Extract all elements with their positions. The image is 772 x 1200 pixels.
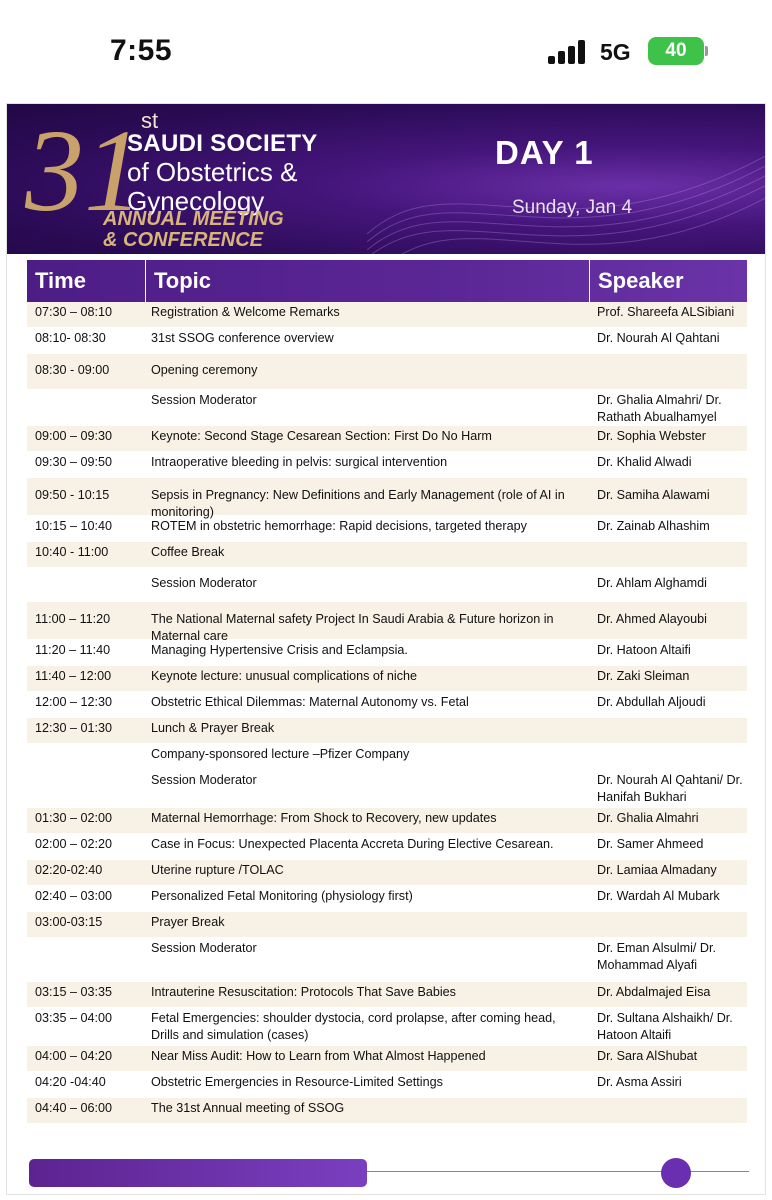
day-date: Sunday, Jan 4 bbox=[512, 197, 633, 218]
row-speaker: Dr. Sophia Webster bbox=[597, 429, 706, 443]
table-row bbox=[27, 328, 747, 354]
row-time bbox=[35, 938, 147, 940]
row-speaker bbox=[597, 718, 747, 720]
row-topic: Case in Focus: Unexpected Placenta Accreta During Elective Cesarean. bbox=[151, 837, 554, 851]
row-speaker: Dr. Abdalmajed Eisa bbox=[597, 985, 711, 999]
table-row bbox=[27, 938, 747, 982]
row-speaker bbox=[597, 1098, 747, 1100]
meeting-line-1: ANNUAL MEETING bbox=[103, 208, 284, 230]
table-row bbox=[27, 640, 747, 666]
row-speaker: Dr. Khalid Alwadi bbox=[597, 455, 692, 469]
table-row bbox=[27, 602, 747, 643]
table-row bbox=[27, 808, 747, 834]
meeting-line-2: & CONFERENCE bbox=[103, 229, 264, 251]
row-topic: Fetal Emergencies: shoulder dystocia, cord prolapse, after coming head, Drills and simulation (cases) bbox=[151, 1011, 556, 1042]
row-topic: Sepsis in Pregnancy: New Definitions and Early Management (role of AI in monitoring) bbox=[151, 488, 565, 519]
row-topic: Near Miss Audit: How to Learn from What Almost Happened bbox=[151, 1049, 486, 1063]
status-time: 7:55 bbox=[110, 34, 173, 67]
header-time: Time bbox=[35, 268, 86, 293]
row-time bbox=[35, 568, 147, 575]
table-row bbox=[27, 744, 747, 770]
row-time: 08:30 - 09:00 bbox=[35, 363, 110, 377]
row-speaker: Dr. Asma Assiri bbox=[597, 1075, 682, 1089]
society-line-2: of Obstetrics & bbox=[127, 157, 298, 187]
row-topic: Intraoperative bleeding in pelvis: surgical intervention bbox=[151, 455, 448, 469]
battery-level: 40 bbox=[665, 40, 687, 61]
row-time: 09:50 - 10:15 bbox=[35, 488, 110, 502]
row-time: 03:15 – 03:35 bbox=[35, 985, 113, 999]
header-speaker: Speaker bbox=[589, 260, 747, 302]
row-time: 03:00-03:15 bbox=[35, 915, 103, 929]
row-time bbox=[35, 744, 147, 746]
table-row bbox=[27, 886, 747, 912]
horizontal-scrollbar[interactable] bbox=[29, 1159, 749, 1185]
row-time: 02:20-02:40 bbox=[35, 863, 103, 877]
row-speaker: Dr. Eman Alsulmi/ Dr. Mohammad Alyafi bbox=[597, 941, 716, 972]
header-topic: Topic bbox=[145, 260, 589, 302]
row-speaker: Dr. Nourah Al Qahtani bbox=[597, 331, 720, 345]
row-speaker: Dr. Wardah Al Mubark bbox=[597, 889, 720, 903]
table-row bbox=[27, 1072, 747, 1098]
row-topic: 31st SSOG conference overview bbox=[151, 331, 334, 345]
table-row bbox=[27, 982, 747, 1008]
row-speaker: Dr. Zainab Alhashim bbox=[597, 519, 710, 533]
table-row bbox=[27, 302, 747, 328]
row-topic: Keynote: Second Stage Cesarean Section: First Do No Harm bbox=[151, 429, 492, 443]
row-time: 10:15 – 10:40 bbox=[35, 519, 113, 533]
network-type: 5G bbox=[600, 39, 631, 65]
row-speaker: Dr. Zaki Sleiman bbox=[597, 669, 690, 683]
row-time: 12:30 – 01:30 bbox=[35, 721, 113, 735]
row-time: 12:00 – 12:30 bbox=[35, 695, 113, 709]
row-speaker: Dr. Hatoon Altaifi bbox=[597, 643, 691, 657]
battery-icon bbox=[648, 37, 704, 65]
row-time: 04:40 – 06:00 bbox=[35, 1101, 113, 1115]
agenda-document[interactable] bbox=[6, 103, 766, 1195]
row-topic: Intrauterine Resuscitation: Protocols That Save Babies bbox=[151, 985, 456, 999]
row-time: 04:00 – 04:20 bbox=[35, 1049, 113, 1063]
conference-banner bbox=[7, 104, 766, 254]
row-speaker: Dr. Ahmed Alayoubi bbox=[597, 612, 707, 626]
row-speaker: Dr. Samiha Alawami bbox=[597, 488, 710, 502]
row-topic: Uterine rupture /TOLAC bbox=[151, 863, 284, 877]
table-row bbox=[27, 452, 747, 478]
row-topic: The 31st Annual meeting of SSOG bbox=[151, 1101, 345, 1115]
row-topic: Keynote lecture: unusual complications of niche bbox=[151, 669, 418, 683]
row-topic: Managing Hypertensive Crisis and Eclampsia. bbox=[151, 643, 408, 657]
row-topic: Session Moderator bbox=[151, 576, 257, 590]
row-topic: Maternal Hemorrhage: From Shock to Recovery, new updates bbox=[151, 811, 497, 825]
row-topic: Lunch & Prayer Break bbox=[151, 721, 275, 735]
table-body bbox=[27, 302, 747, 1124]
row-speaker bbox=[597, 744, 747, 746]
row-topic: Opening ceremony bbox=[151, 363, 258, 377]
row-time: 03:35 – 04:00 bbox=[35, 1011, 113, 1025]
row-speaker: Dr. Sara AlShubat bbox=[597, 1049, 698, 1063]
row-speaker: Prof. Shareefa ALSibiani bbox=[597, 305, 735, 319]
row-topic: ROTEM in obstetric hemorrhage: Rapid decisions, targeted therapy bbox=[151, 519, 527, 533]
row-time: 09:30 – 09:50 bbox=[35, 455, 113, 469]
row-time: 08:10- 08:30 bbox=[35, 331, 106, 345]
table-row bbox=[27, 1098, 747, 1124]
row-topic: Obstetric Ethical Dilemmas: Maternal Autonomy vs. Fetal bbox=[151, 695, 469, 709]
row-speaker: Dr. Ghalia Almahri/ Dr. Rathath Abualhamyel bbox=[597, 393, 722, 424]
row-speaker: Dr. Abdullah Aljoudi bbox=[597, 695, 706, 709]
row-topic: Company-sponsored lecture –Pfizer Company bbox=[151, 747, 410, 761]
table-row bbox=[27, 390, 747, 426]
row-time: 09:00 – 09:30 bbox=[35, 429, 113, 443]
battery-tip bbox=[705, 46, 708, 56]
anniversary-suffix: st bbox=[141, 108, 159, 133]
table-row bbox=[27, 912, 747, 938]
table-row bbox=[27, 516, 747, 542]
status-bar bbox=[0, 0, 772, 100]
society-line-1: SAUDI SOCIETY bbox=[127, 130, 318, 157]
row-time: 01:30 – 02:00 bbox=[35, 811, 113, 825]
table-row bbox=[27, 1046, 747, 1072]
row-speaker: Dr. Ghalia Almahri bbox=[597, 811, 699, 825]
row-speaker: Dr. Nourah Al Qahtani/ Dr. Hanifah Bukhari bbox=[597, 773, 743, 804]
table-row bbox=[27, 666, 747, 692]
row-time: 11:20 – 11:40 bbox=[35, 643, 111, 657]
row-time: 11:00 – 11:20 bbox=[35, 612, 111, 626]
table-header bbox=[27, 260, 747, 302]
row-speaker: Dr. Sultana Alshaikh/ Dr. Hatoon Altaifi bbox=[597, 1011, 733, 1042]
row-topic: Obstetric Emergencies in Resource-Limited Settings bbox=[151, 1075, 443, 1089]
table-row bbox=[27, 568, 747, 602]
row-speaker: Dr. Ahlam Alghamdi bbox=[597, 576, 707, 590]
row-topic: Personalized Fetal Monitoring (physiology first) bbox=[151, 889, 413, 903]
row-speaker: Dr. Samer Ahmeed bbox=[597, 837, 704, 851]
table-row bbox=[27, 718, 747, 744]
day-title: DAY 1 bbox=[495, 134, 594, 171]
row-speaker bbox=[597, 354, 747, 362]
table-row bbox=[27, 692, 747, 718]
row-speaker bbox=[597, 542, 747, 544]
table-row bbox=[27, 770, 747, 808]
anniversary-number: 31 bbox=[25, 105, 143, 236]
row-time: 04:20 -04:40 bbox=[35, 1075, 106, 1089]
row-time bbox=[35, 770, 147, 772]
row-topic: Coffee Break bbox=[151, 545, 225, 559]
signal-icon bbox=[548, 40, 588, 64]
table-row bbox=[27, 834, 747, 860]
row-topic: Prayer Break bbox=[151, 915, 225, 929]
table-row bbox=[27, 426, 747, 452]
row-time: 10:40 - 11:00 bbox=[35, 545, 109, 559]
agenda-table bbox=[27, 260, 747, 1124]
row-time bbox=[35, 390, 147, 392]
scroll-progress[interactable] bbox=[29, 1159, 367, 1187]
row-topic: Registration & Welcome Remarks bbox=[151, 305, 340, 319]
row-time: 11:40 – 12:00 bbox=[35, 669, 112, 683]
society-line-3: Gynecology bbox=[127, 186, 265, 216]
table-row bbox=[27, 542, 747, 568]
table-row bbox=[27, 478, 747, 519]
row-time: 02:00 – 02:20 bbox=[35, 837, 113, 851]
row-topic: The National Maternal safety Project In Saudi Arabia & Future horizon in Maternal care bbox=[151, 612, 554, 643]
row-topic: Session Moderator bbox=[151, 941, 257, 955]
table-row bbox=[27, 1008, 747, 1046]
row-time: 02:40 – 03:00 bbox=[35, 889, 113, 903]
table-row bbox=[27, 860, 747, 886]
row-topic: Session Moderator bbox=[151, 773, 257, 787]
row-time: 07:30 – 08:10 bbox=[35, 305, 113, 319]
row-speaker: Dr. Lamiaa Almadany bbox=[597, 863, 717, 877]
row-speaker bbox=[597, 912, 747, 914]
scroll-handle[interactable] bbox=[661, 1158, 691, 1188]
row-topic: Session Moderator bbox=[151, 393, 257, 407]
table-row bbox=[27, 354, 747, 390]
